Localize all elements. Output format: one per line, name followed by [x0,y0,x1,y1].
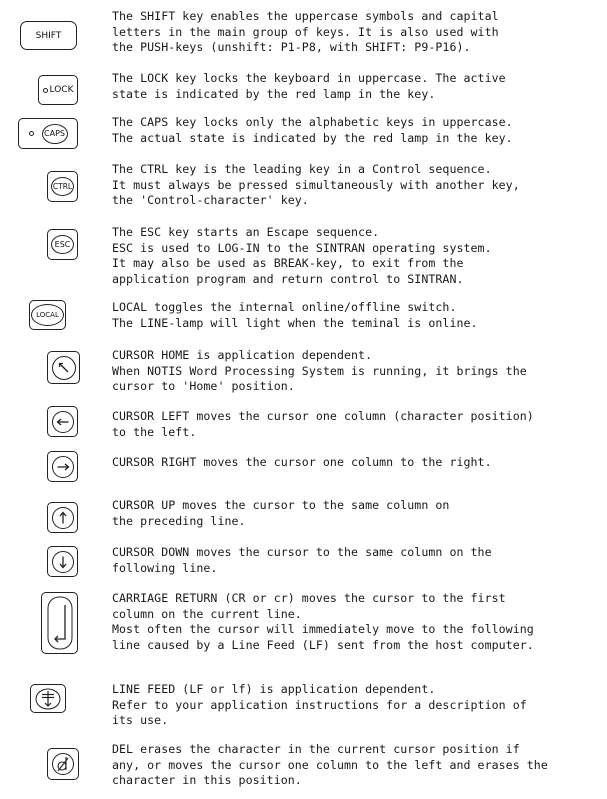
carriage-return-key-icon [41,592,78,654]
key-label: LOCAL [36,311,59,319]
entry-description: The LOCK key locks the keyboard in uppercase. The active state is indicated by the red lamp in the key. [112,71,506,101]
lamp-icon [43,88,48,93]
local-ring [31,304,64,326]
caps-ring [42,124,68,144]
entry-description: LINE FEED (LF or lf) is application dependent. Refer to your application instructions for a description of its use. [112,682,527,728]
lock-key-icon [38,75,78,105]
lamp-icon [29,131,34,136]
entry-description: CURSOR UP moves the cursor to the same column on the preceding line. [112,498,450,528]
line-feed-key-icon [30,684,66,713]
entry-description: CURSOR HOME is application dependent. When NOTIS Word Processing System is running, it brings the cursor to 'Home' position. [112,348,527,394]
esc-ring [51,235,74,254]
caps-key-icon [18,118,78,149]
entry-description: CURSOR LEFT moves the cursor one column (character position) to the left. [112,409,534,439]
entry-description: The SHIFT key enables the uppercase symbols and capital letters in the main group of keys. It is also used with the PUSH-keys (unshift: P1-P8, with SHIFT: P9-P16). [112,9,499,55]
key-label: CTRL [52,182,73,191]
key-label: SHIFT [35,30,62,41]
entry-description: The CTRL key is the leading key in a Control sequence. It must always be pressed simultaneously with another key, the 'Control-character' key. [112,162,520,208]
esc-key-icon [47,229,78,260]
cursor-down-key-icon [47,546,78,577]
del-key-icon [47,748,79,780]
cursor-up-key-icon [47,502,78,533]
cursor-left-key-icon [47,406,78,437]
key-label: LOCK [49,85,74,95]
entry-description: The ESC key starts an Escape sequence. ESC is used to LOG-IN to the SINTRAN operating system. It may also be used as BREAK-key, to exit from the application program and return control to SINTRAN. [112,225,492,286]
shift-key-icon [20,21,77,50]
key-label: ESC [54,240,71,249]
entry-description: CURSOR RIGHT moves the cursor one column to the right. [112,455,492,469]
ctrl-key-icon [47,171,78,202]
ctrl-ring [51,177,74,196]
key-label: CAPS [44,129,65,138]
cursor-right-key-icon [47,451,78,482]
entry-description: The CAPS key locks only the alphabetic keys in uppercase. The actual state is indicated by the red lamp in the key. [112,115,513,145]
local-key-icon [29,300,66,330]
entry-description: DEL erases the character in the current cursor position if any, or moves the cursor one column to the left and erases the character in this position. [112,742,548,788]
entry-description: LOCAL toggles the internal online/offline switch. The LINE-lamp will light when the teminal is online. [112,300,478,330]
entry-description: CARRIAGE RETURN (CR or cr) moves the cursor to the first column on the current line. Most often the cursor will immediately move to the following line caused by a Line Feed (LF) sent from the host computer. [112,591,534,652]
entry-description: CURSOR DOWN moves the cursor to the same column on the following line. [112,545,492,575]
cursor-home-key-icon [47,351,80,384]
